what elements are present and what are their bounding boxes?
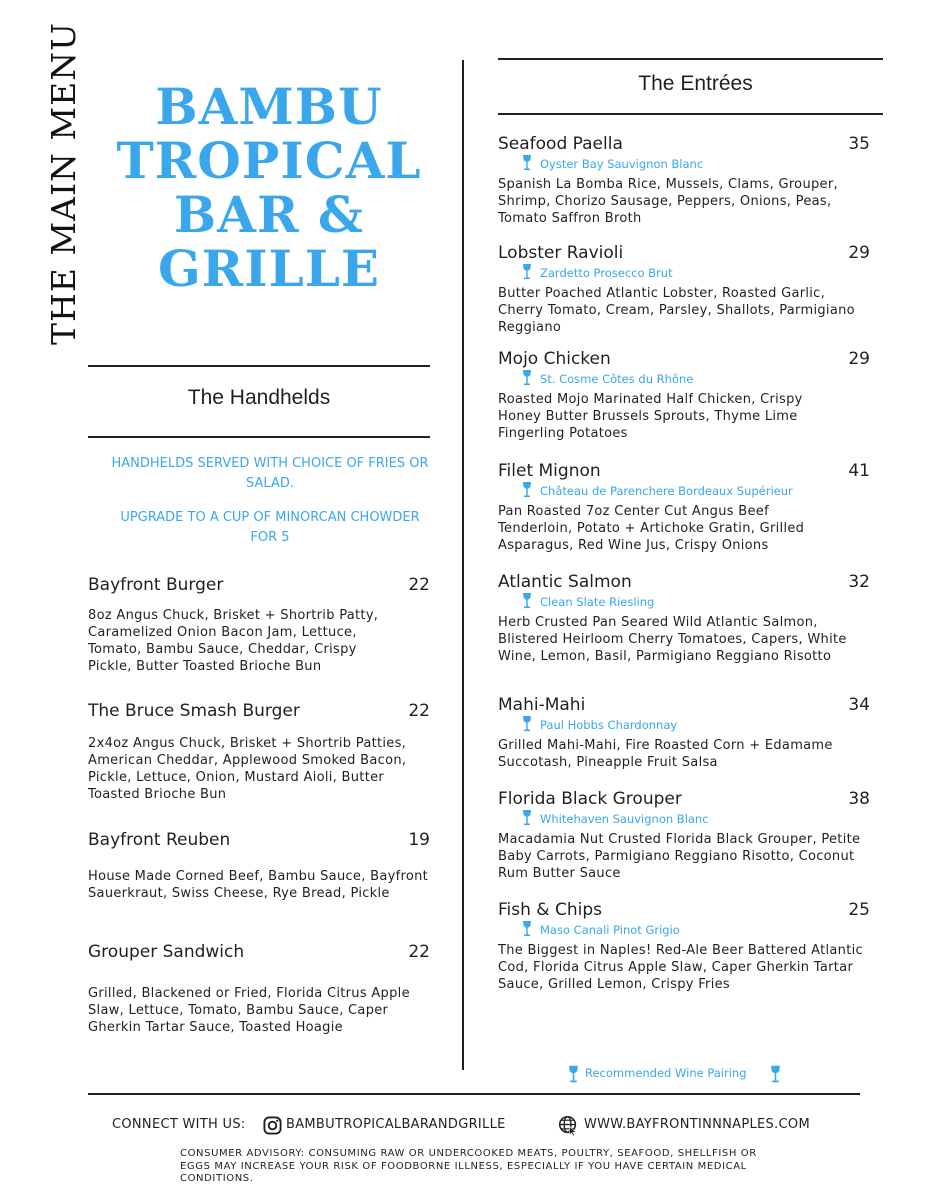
item-price: 25 [848,900,870,920]
item-name: Florida Black Grouper [498,789,682,809]
item-price: 19 [408,830,430,850]
item-description: Macadamia Nut Crusted Florida Black Grouper, Petite Baby Carrots, Parmigiano Reggiano Risotto, Coconut Rum Butter Sauce [498,832,861,881]
wine-glass-icon [522,921,532,937]
menu-item [88,941,430,1041]
wine-glass-icon [770,1065,781,1084]
menu-item [498,899,870,999]
item-name: Seafood Paella [498,134,623,154]
brand-line: BAMBU [155,77,383,136]
item-name: Filet Mignon [498,461,601,481]
menu-item [88,574,430,684]
item-name: Lobster Ravioli [498,243,624,263]
wine-glass-icon [522,593,532,609]
wine-pairing: Oyster Bay Sauvignon Blanc [540,157,704,171]
menu-item [498,133,870,233]
item-price: 29 [848,243,870,263]
item-name: Mojo Chicken [498,349,611,369]
wine-pairing: Maso Canali Pinot Grigio [540,923,680,937]
website-link[interactable]: WWW.BAYFRONTINNNAPLES.COM [584,1117,810,1132]
wine-glass-icon [522,482,532,498]
item-description: Roasted Mojo Marinated Half Chicken, Crispy Honey Butter Brussels Sprouts, Thyme Lime Fingerling Potatoes [498,392,803,441]
wine-glass-icon [568,1065,579,1084]
item-price: 32 [848,572,870,592]
menu-item [498,788,870,888]
item-description: Butter Poached Atlantic Lobster, Roasted Garlic, Cherry Tomato, Cream, Parsley, Shallots, Parmigiano Reggiano [498,286,855,335]
wine-glass-icon [522,810,532,826]
wine-glass-icon [522,264,532,280]
wine-pairing: Zardetto Prosecco Brut [540,266,673,280]
item-description: Pan Roasted 7oz Center Cut Angus Beef Tenderloin, Potato + Artichoke Gratin, Grilled Asparagus, Red Wine Jus, Crispy Onions [498,504,805,553]
column-divider [462,60,464,1070]
handhelds-top-rule [88,365,430,367]
menu-item [498,242,870,342]
wine-glass-icon [522,370,532,386]
brand-title [88,77,450,298]
item-name: Atlantic Salmon [498,572,632,592]
item-price: 22 [408,701,430,721]
consumer-advisory: CONSUMER ADVISORY: CONSUMING RAW OR UNDERCOOKED MEATS, POULTRY, SEAFOOD, SHELLFISH OR EGGS MAY INCREASE YOUR RISK OF FOODBORNE ILLNESS, ESPECIALLY IF YOU HAVE CERTAIN MEDICAL CONDITIONS. [180,1148,757,1184]
menu-item [498,694,870,779]
item-name: The Bruce Smash Burger [88,701,300,721]
handhelds-bottom-rule [88,436,430,438]
wine-glass-icon [522,716,532,732]
item-description: The Biggest in Naples! Red-Ale Beer Battered Atlantic Cod, Florida Citrus Apple Slaw, Caper Gherkin Tartar Sauce, Grilled Lemon, Crispy Fries [498,943,863,992]
wine-pairing: St. Cosme Côtes du Rhône [540,372,694,386]
item-description: Grilled Mahi-Mahi, Fire Roasted Corn + Edamame Succotash, Pineapple Fruit Salsa [498,738,833,770]
handhelds-upgrade-note: UPGRADE TO A CUP OF MINORCAN CHOWDER FOR 5 [120,510,420,545]
entrees-title: The Entrées [638,72,753,95]
item-price: 35 [848,134,870,154]
brand-line: BAR & [173,185,365,244]
side-title: THE MAIN MENU [44,22,83,345]
item-price: 22 [408,942,430,962]
brand-line: TROPICAL [116,131,422,190]
instagram-icon[interactable] [263,1116,282,1135]
item-description: Grilled, Blackened or Fried, Florida Citrus Apple Slaw, Lettuce, Tomato, Bambu Sauce, Caper Gherkin Tartar Sauce, Toasted Hoagie [88,986,410,1035]
menu-item [498,571,870,686]
connect-label: CONNECT WITH US: [112,1117,246,1132]
handhelds-sides-note: HANDHELDS SERVED WITH CHOICE OF FRIES OR SALAD. [111,456,429,491]
legend-label: Recommended Wine Pairing [585,1066,747,1080]
menu-item [88,700,430,810]
item-description: 2x4oz Angus Chuck, Brisket + Shortrib Patties, American Cheddar, Applewood Smoked Bacon, Pickle, Lettuce, Onion, Mustard Aioli, Butter Toasted Brioche Bun [88,736,407,802]
wine-pairing: Paul Hobbs Chardonnay [540,718,678,732]
item-price: 41 [848,461,870,481]
item-price: 29 [848,349,870,369]
globe-cursor-icon [558,1115,579,1136]
wine-glass-icon [522,155,532,171]
item-name: Bayfront Reuben [88,830,231,850]
wine-pairing: Château de Parenchere Bordeaux Supérieur [540,484,793,498]
entrees-top-rule [498,58,883,60]
footer-rule [88,1093,860,1095]
wine-pairing-legend [566,1064,786,1086]
menu-item [88,829,430,924]
item-description: Spanish La Bomba Rice, Mussels, Clams, Grouper, Shrimp, Chorizo Sausage, Peppers, Onions, Peas, Tomato Saffron Broth [498,177,838,226]
item-name: Bayfront Burger [88,575,224,595]
item-description: House Made Corned Beef, Bambu Sauce, Bayfront Sauerkraut, Swiss Cheese, Rye Bread, Pickle [88,869,429,901]
brand-line: GRILLE [157,239,381,298]
item-price: 38 [848,789,870,809]
item-description: Herb Crusted Pan Seared Wild Atlantic Salmon, Blistered Heirloom Cherry Tomatoes, Capers, White Wine, Lemon, Basil, Parmigiano Reggiano Risotto [498,615,847,664]
entrees-bottom-rule [498,113,883,115]
menu-item [498,460,870,560]
item-price: 34 [848,695,870,715]
instagram-handle[interactable]: BAMBUTROPICALBARANDGRILLE [286,1117,506,1132]
handhelds-title: The Handhelds [187,386,331,409]
item-name: Fish & Chips [498,900,602,920]
wine-pairing: Whitehaven Sauvignon Blanc [540,812,709,826]
item-name: Grouper Sandwich [88,942,245,962]
wine-pairing: Clean Slate Riesling [540,595,655,609]
item-name: Mahi-Mahi [498,695,586,715]
item-price: 22 [408,575,430,595]
menu-item [498,348,870,448]
item-description: 8oz Angus Chuck, Brisket + Shortrib Patty, Caramelized Onion Bacon Jam, Lettuce, Tomato, Bambu Sauce, Cheddar, Crispy Pickle, Butter Toasted Brioche Bun [88,608,379,674]
